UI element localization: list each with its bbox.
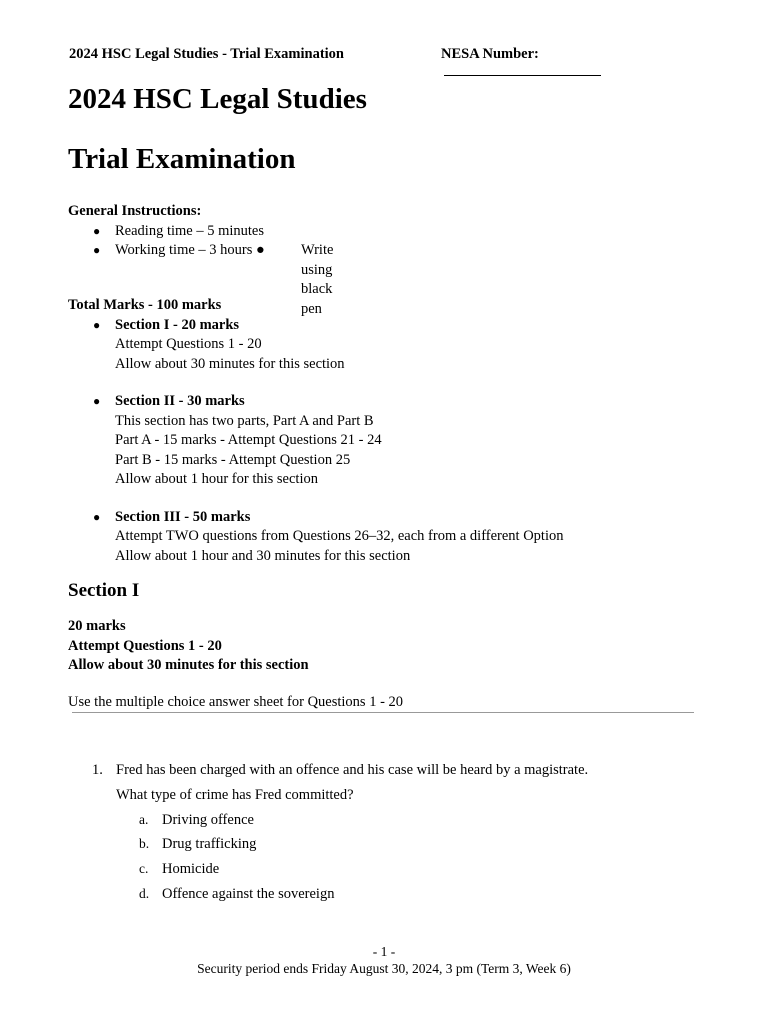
nesa-number-label: NESA Number:	[441, 46, 539, 62]
section-summary-line: Allow about 1 hour and 30 minutes for this section	[115, 547, 411, 564]
option-text: Offence against the sovereign	[162, 886, 335, 902]
section-summary-line: Allow about 1 hour for this section	[115, 471, 318, 487]
total-marks	[68, 296, 563, 566]
section-instruction: Use the multiple choice answer sheet for Questions 1 - 20	[68, 694, 404, 710]
bullet-icon: ●	[93, 223, 101, 238]
section-summary-line: Attempt Questions 1 - 20	[115, 336, 262, 352]
bullet-icon: ●	[93, 509, 101, 524]
section-heading: Section I	[68, 580, 140, 601]
option-letter: a.	[139, 812, 149, 827]
security-notice: Security period ends Friday August 30, 2024, 3 pm (Term 3, Week 6)	[197, 961, 571, 976]
section-summary-title: ● Section III - 50 marks	[68, 508, 563, 528]
option-text: Drug trafficking	[162, 836, 257, 852]
exam-subtitle: Trial Examination	[68, 143, 296, 175]
instruction-item: ● Working time – 3 hours ● Write using black pen	[68, 241, 265, 261]
bullet-icon: ●	[93, 317, 101, 332]
header-title: 2024 HSC Legal Studies - Trial Examination	[69, 46, 344, 62]
section-info-line: Allow about 30 minutes for this section	[68, 657, 309, 673]
instruction-item: ● Reading time – 5 minutes	[68, 222, 265, 242]
question-number: 1.	[92, 762, 103, 778]
total-marks-heading: Total Marks - 100 marks	[68, 297, 222, 313]
bullet-icon: ●	[93, 394, 101, 408]
question-prompt: What type of crime has Fred committed?	[116, 787, 354, 803]
section-summary-line: Part B - 15 marks - Attempt Question 25	[115, 451, 351, 468]
option-letter: b.	[139, 836, 150, 851]
question-text: Fred has been charged with an offence and his case will be heard by a magistrate.	[116, 762, 589, 778]
option-letter: c.	[139, 861, 149, 876]
option-text: Driving offence	[162, 812, 254, 828]
option-text: Homicide	[162, 861, 220, 877]
nesa-number-blank	[444, 63, 601, 76]
section-summary-title: ● Section II - 30 marks	[68, 392, 563, 412]
instruction-item-pen: Write using black pen	[301, 242, 334, 317]
page-number: - 1 -	[372, 944, 396, 959]
section-summary-line: Part A - 15 marks - Attempt Questions 21 - 24	[115, 432, 382, 448]
option-letter: d.	[139, 886, 150, 901]
section-summary-line: This section has two parts, Part A and Part B	[115, 412, 374, 429]
exam-title: 2024 HSC Legal Studies	[68, 83, 367, 115]
section-info-line: Attempt Questions 1 - 20	[68, 637, 222, 654]
section-info	[68, 617, 309, 676]
nesa-number-field	[441, 46, 697, 81]
section-info-line: 20 marks	[68, 618, 126, 634]
bullet-icon: ●	[93, 243, 101, 257]
general-instructions-heading: General Instructions:	[68, 203, 202, 219]
divider	[72, 712, 694, 713]
section-summary-line: Attempt TWO questions from Questions 26–32, each from a different Option	[115, 528, 564, 544]
section-summary-line: Allow about 30 minutes for this section	[115, 355, 345, 372]
section-summary-title: ● Section I - 20 marks	[68, 316, 563, 336]
